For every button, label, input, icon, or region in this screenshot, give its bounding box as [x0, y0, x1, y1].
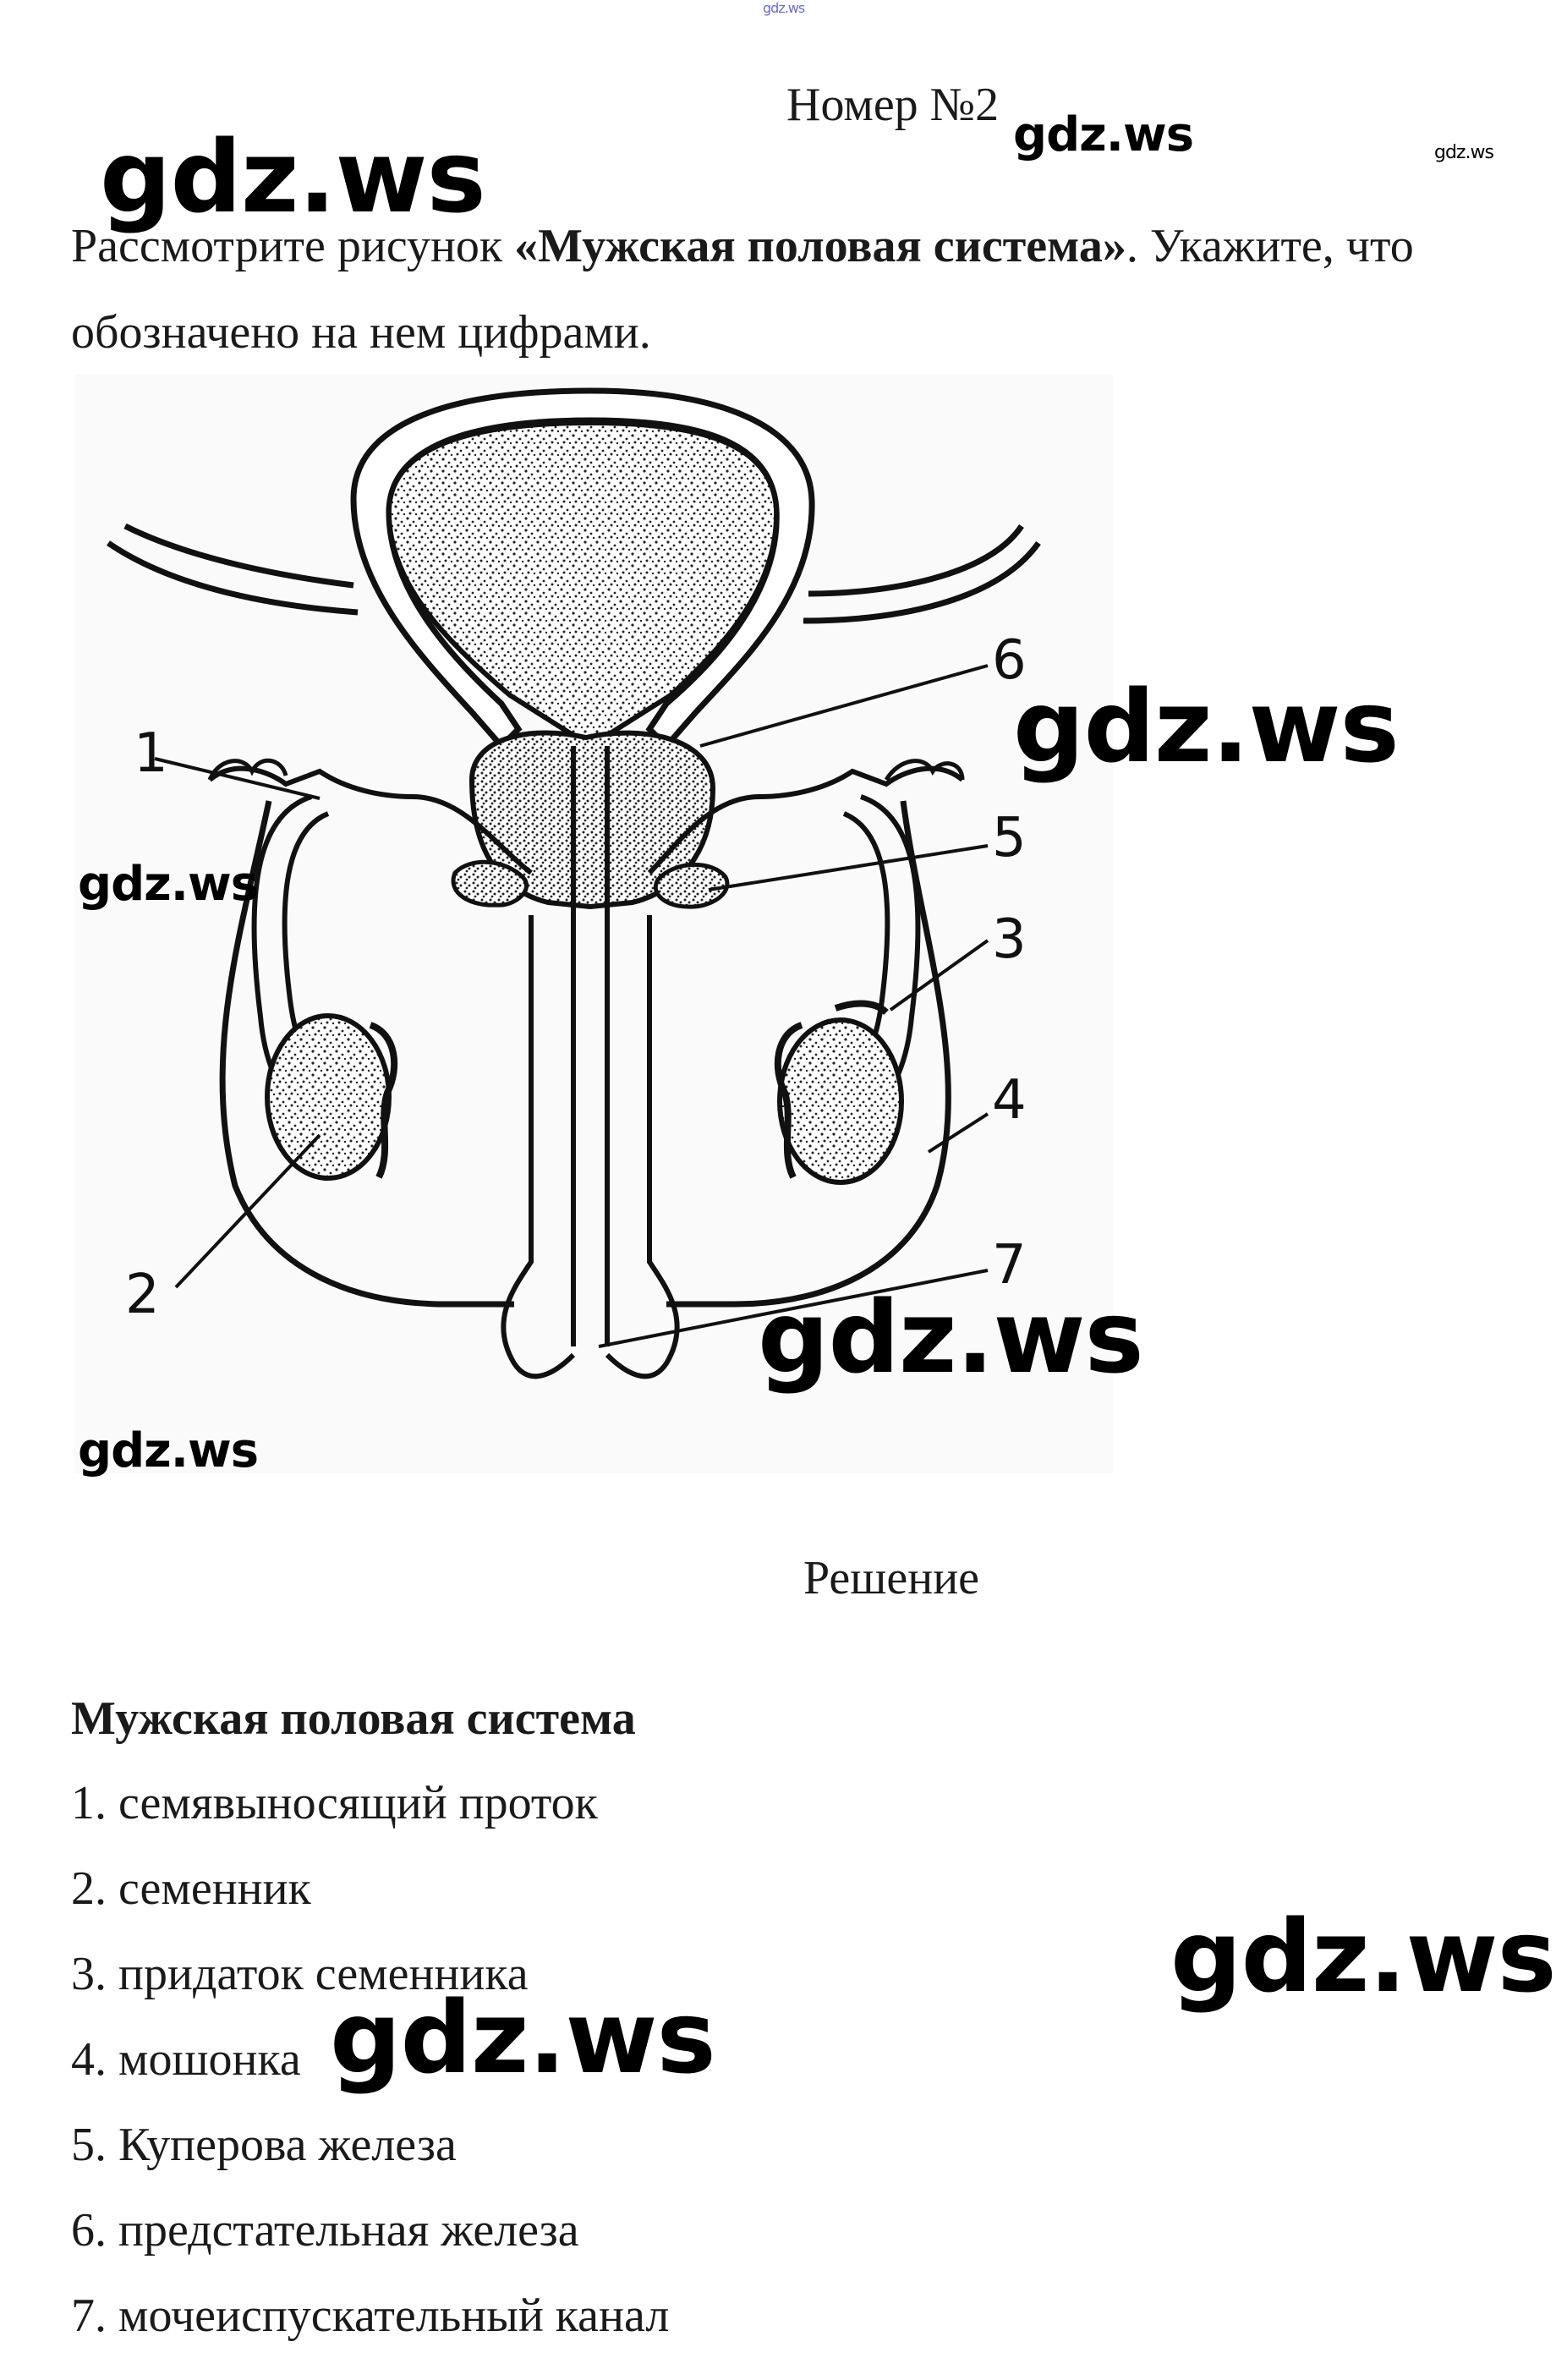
- watermark-4: gdz.ws: [1013, 668, 1399, 785]
- watermark-8: gdz.ws: [1170, 1898, 1556, 2015]
- testis-right: [780, 1020, 901, 1182]
- label-3: 3: [992, 908, 1027, 971]
- watermark-top-tiny: gdz.ws: [763, 0, 805, 16]
- watermark-5: gdz.ws: [78, 857, 259, 912]
- list-item: 2. семенник: [71, 1862, 311, 1915]
- watermark-6: gdz.ws: [758, 1279, 1143, 1396]
- cowper-gland-right: [655, 864, 727, 907]
- watermark-3: gdz.ws: [1434, 142, 1493, 163]
- task-text-end: . Укажите, что обозначено на нем цифрами.: [71, 220, 1414, 359]
- list-item: 6. предстательная железа: [71, 2204, 579, 2257]
- label-2: 2: [125, 1264, 160, 1326]
- task-text-bold: «Мужская половая система»: [514, 220, 1126, 272]
- watermark-1: gdz.ws: [100, 118, 485, 235]
- label-4: 4: [992, 1069, 1027, 1132]
- solution-heading: Решение: [803, 1552, 980, 1604]
- label-1: 1: [134, 722, 168, 785]
- list-item: 5. Куперова железа: [71, 2119, 457, 2171]
- list-item: 1. семявыносящий проток: [71, 1777, 598, 1829]
- watermark-2: gdz.ws: [1013, 107, 1194, 162]
- label-7: 7: [992, 1234, 1027, 1297]
- label-5: 5: [992, 807, 1027, 869]
- task-text-start: Рассмотрите рисунок: [71, 220, 515, 272]
- label-6: 6: [992, 629, 1027, 692]
- watermark-9: gdz.ws: [330, 1979, 715, 2096]
- page-title: Номер №2: [786, 79, 1000, 131]
- list-item: 3. придаток семенника: [71, 1948, 529, 2000]
- testis-left: [267, 1016, 389, 1178]
- answer-title: Мужская половая система: [71, 1692, 636, 1745]
- task-text: [71, 203, 1526, 376]
- list-item: 7. мочеиспускательный канал: [71, 2290, 670, 2342]
- watermark-7: gdz.ws: [78, 1423, 259, 1478]
- list-item: 4. мошонка: [71, 2033, 301, 2086]
